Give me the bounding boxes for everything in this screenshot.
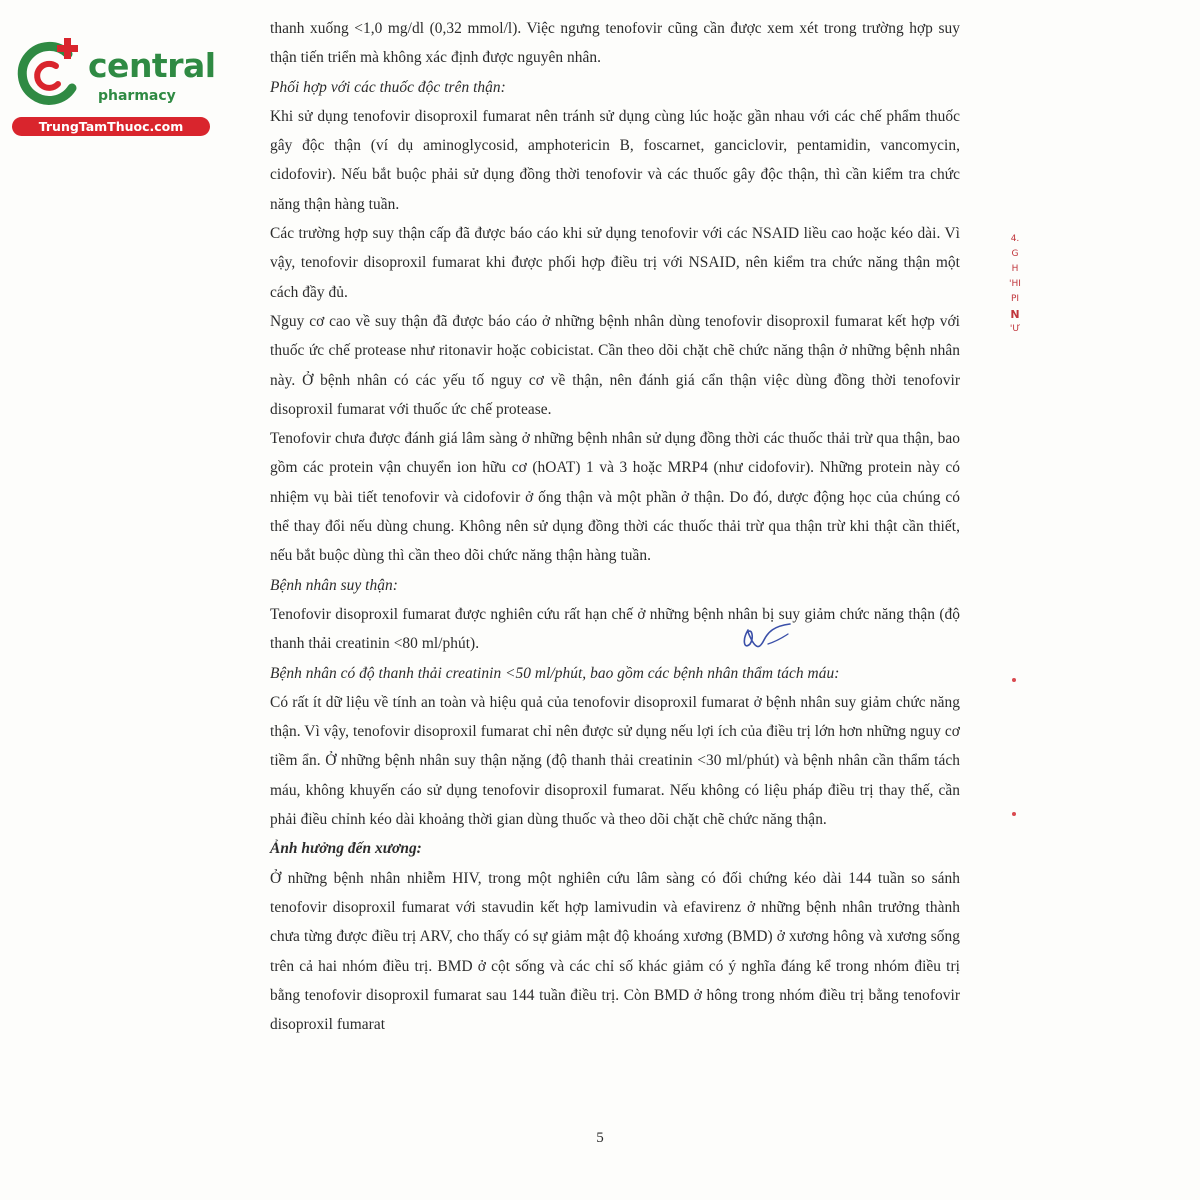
paragraph: Khi sử dụng tenofovir disoproxil fumarat nên tránh sử dụng cùng lúc hoặc gần nhau với các chế phẩm thuốc gây độc thận (ví dụ aminoglycosid, amphotericin B, foscarnet, ganciclovir, pentamidin, vancomycin, cidofovir). Nếu bắt buộc phải sử dụng đồng thời tenofovir và các thuốc gây độc thận, thì cần kiểm tra chức năng thận hàng tuần. [270,107,960,213]
paragraph: Tenofovir chưa được đánh giá lâm sàng ở những bệnh nhân sử dụng đồng thời các thuốc thải trừ qua thận, bao gồm các protein vận chuyển ion hữu cơ (hOAT) 1 và 3 hoặc MRP4 (như cidofovir). Những protein này có nhiệm vụ bài tiết tenofovir và cidofovir ở ống thận và một phần ở thận. Do đó, dược động học của chúng có thể thay đổi nếu dùng chung. Không nên sử dụng đồng thời các thuốc thải trừ qua thận trừ khi thật cần thiết, nếu bắt buộc dùng thì cần theo dõi chức năng thận hàng tuần. [270,430,960,565]
stamp-fragment: H [1011,264,1019,274]
pharmacy-cross-icon [10,36,90,116]
logo-name: central [88,46,216,85]
logo-banner: TrungTamThuoc.com [12,117,210,136]
paragraph: thanh xuống <1,0 mg/dl (0,32 mmol/l). Việc ngưng tenofovir cũng cần được xem xét trong trường hợp suy thận tiến triển mà không xác định được nguyên nhân. [270,20,960,67]
subheading: Bệnh nhân có độ thanh thải creatinin <50 ml/phút, bao gồm các bệnh nhân thẩm tách máu: [270,664,840,682]
page-number: 5 [596,1130,604,1146]
paragraph: Các trường hợp suy thận cấp đã được báo cáo khi sử dụng tenofovir với các NSAID liều cao hoặc kéo dài. Vì vậy, tenofovir disoproxil fumarat khi được phối hợp điều trị với NSAID, nên kiểm tra chức năng thận một cách đầy đủ. [270,225,960,301]
paragraph: Ở những bệnh nhân nhiễm HIV, trong một nghiên cứu lâm sàng có đối chứng kéo dài 144 tuần so sánh tenofovir disoproxil fumarat với stavudin kết hợp lamivudin và efavirenz ở những bệnh nhân trưởng thành chưa từng được điều trị ARV, cho thấy có sự giảm mật độ khoáng xương (BMD) ở xương hông và xương sống trên cả hai nhóm điều trị. BMD ở cột sống và các chỉ số khác giảm có ý nghĩa đáng kể trong nhóm điều trị bằng tenofovir disoproxil fumarat sau 144 tuần điều trị. Còn BMD ở hông trong nhóm điều trị bằng tenofovir disoproxil fumarat [270,869,960,1034]
section-heading: Ảnh hưởng đến xương: [270,840,422,858]
document-page [270,14,960,1164]
stamp-fragment: PI [1010,294,1020,304]
edge-mark [1012,812,1016,816]
stamp-fragment: 'Ư [1009,324,1021,334]
paragraph: Tenofovir disoproxil fumarat được nghiên cứu rất hạn chế ở những bệnh nhân bị suy giảm chức năng thận (độ thanh thải creatinin <80 ml/phút). [270,605,960,653]
signature-icon [738,622,798,658]
logo-subtitle: pharmacy [98,88,176,104]
subheading: Bệnh nhân suy thận: [270,576,398,594]
paragraph: Có rất ít dữ liệu về tính an toàn và hiệu quả của tenofovir disoproxil fumarat ở bệnh nhân suy giảm chức năng thận. Vì vậy, tenofovir disoproxil fumarat chỉ nên được sử dụng nếu lợi ích của điều trị lớn hơn những nguy cơ tiềm ẩn. Ở những bệnh nhân suy thận nặng (độ thanh thải creatinin <30 ml/phút) và bệnh nhân cần thẩm tách máu, không khuyến cáo sử dụng tenofovir disoproxil fumarat. Nếu không có liệu pháp điều trị thay thế, cần phải điều chỉnh kéo dài khoảng thời gian dùng thuốc và theo dõi chặt chẽ chức năng thận. [270,693,960,829]
subheading: Phối hợp với các thuốc độc trên thận: [270,78,506,96]
central-pharmacy-logo [10,36,216,136]
edge-mark [1012,678,1016,682]
stamp-fragment: 4. [1010,234,1020,244]
stamp-fragment: N [1010,308,1020,321]
stamp-fragment: 'HI [1009,279,1021,289]
paragraph: Nguy cơ cao về suy thận đã được báo cáo ở những bệnh nhân dùng tenofovir disoproxil fumarat kết hợp với thuốc ức chế protease như ritonavir hoặc cobicistat. Cần theo dõi chặt chẽ chức năng thận ở những bệnh nhân này. Ở bệnh nhân có các yếu tố nguy cơ về thận, nên đánh giá cẩn thận việc dùng đồng thời tenofovir disoproxil fumarat với thuốc ức chế protease. [270,312,960,418]
stamp-fragment: G [1011,249,1019,259]
edge-stamp [1000,232,1030,337]
